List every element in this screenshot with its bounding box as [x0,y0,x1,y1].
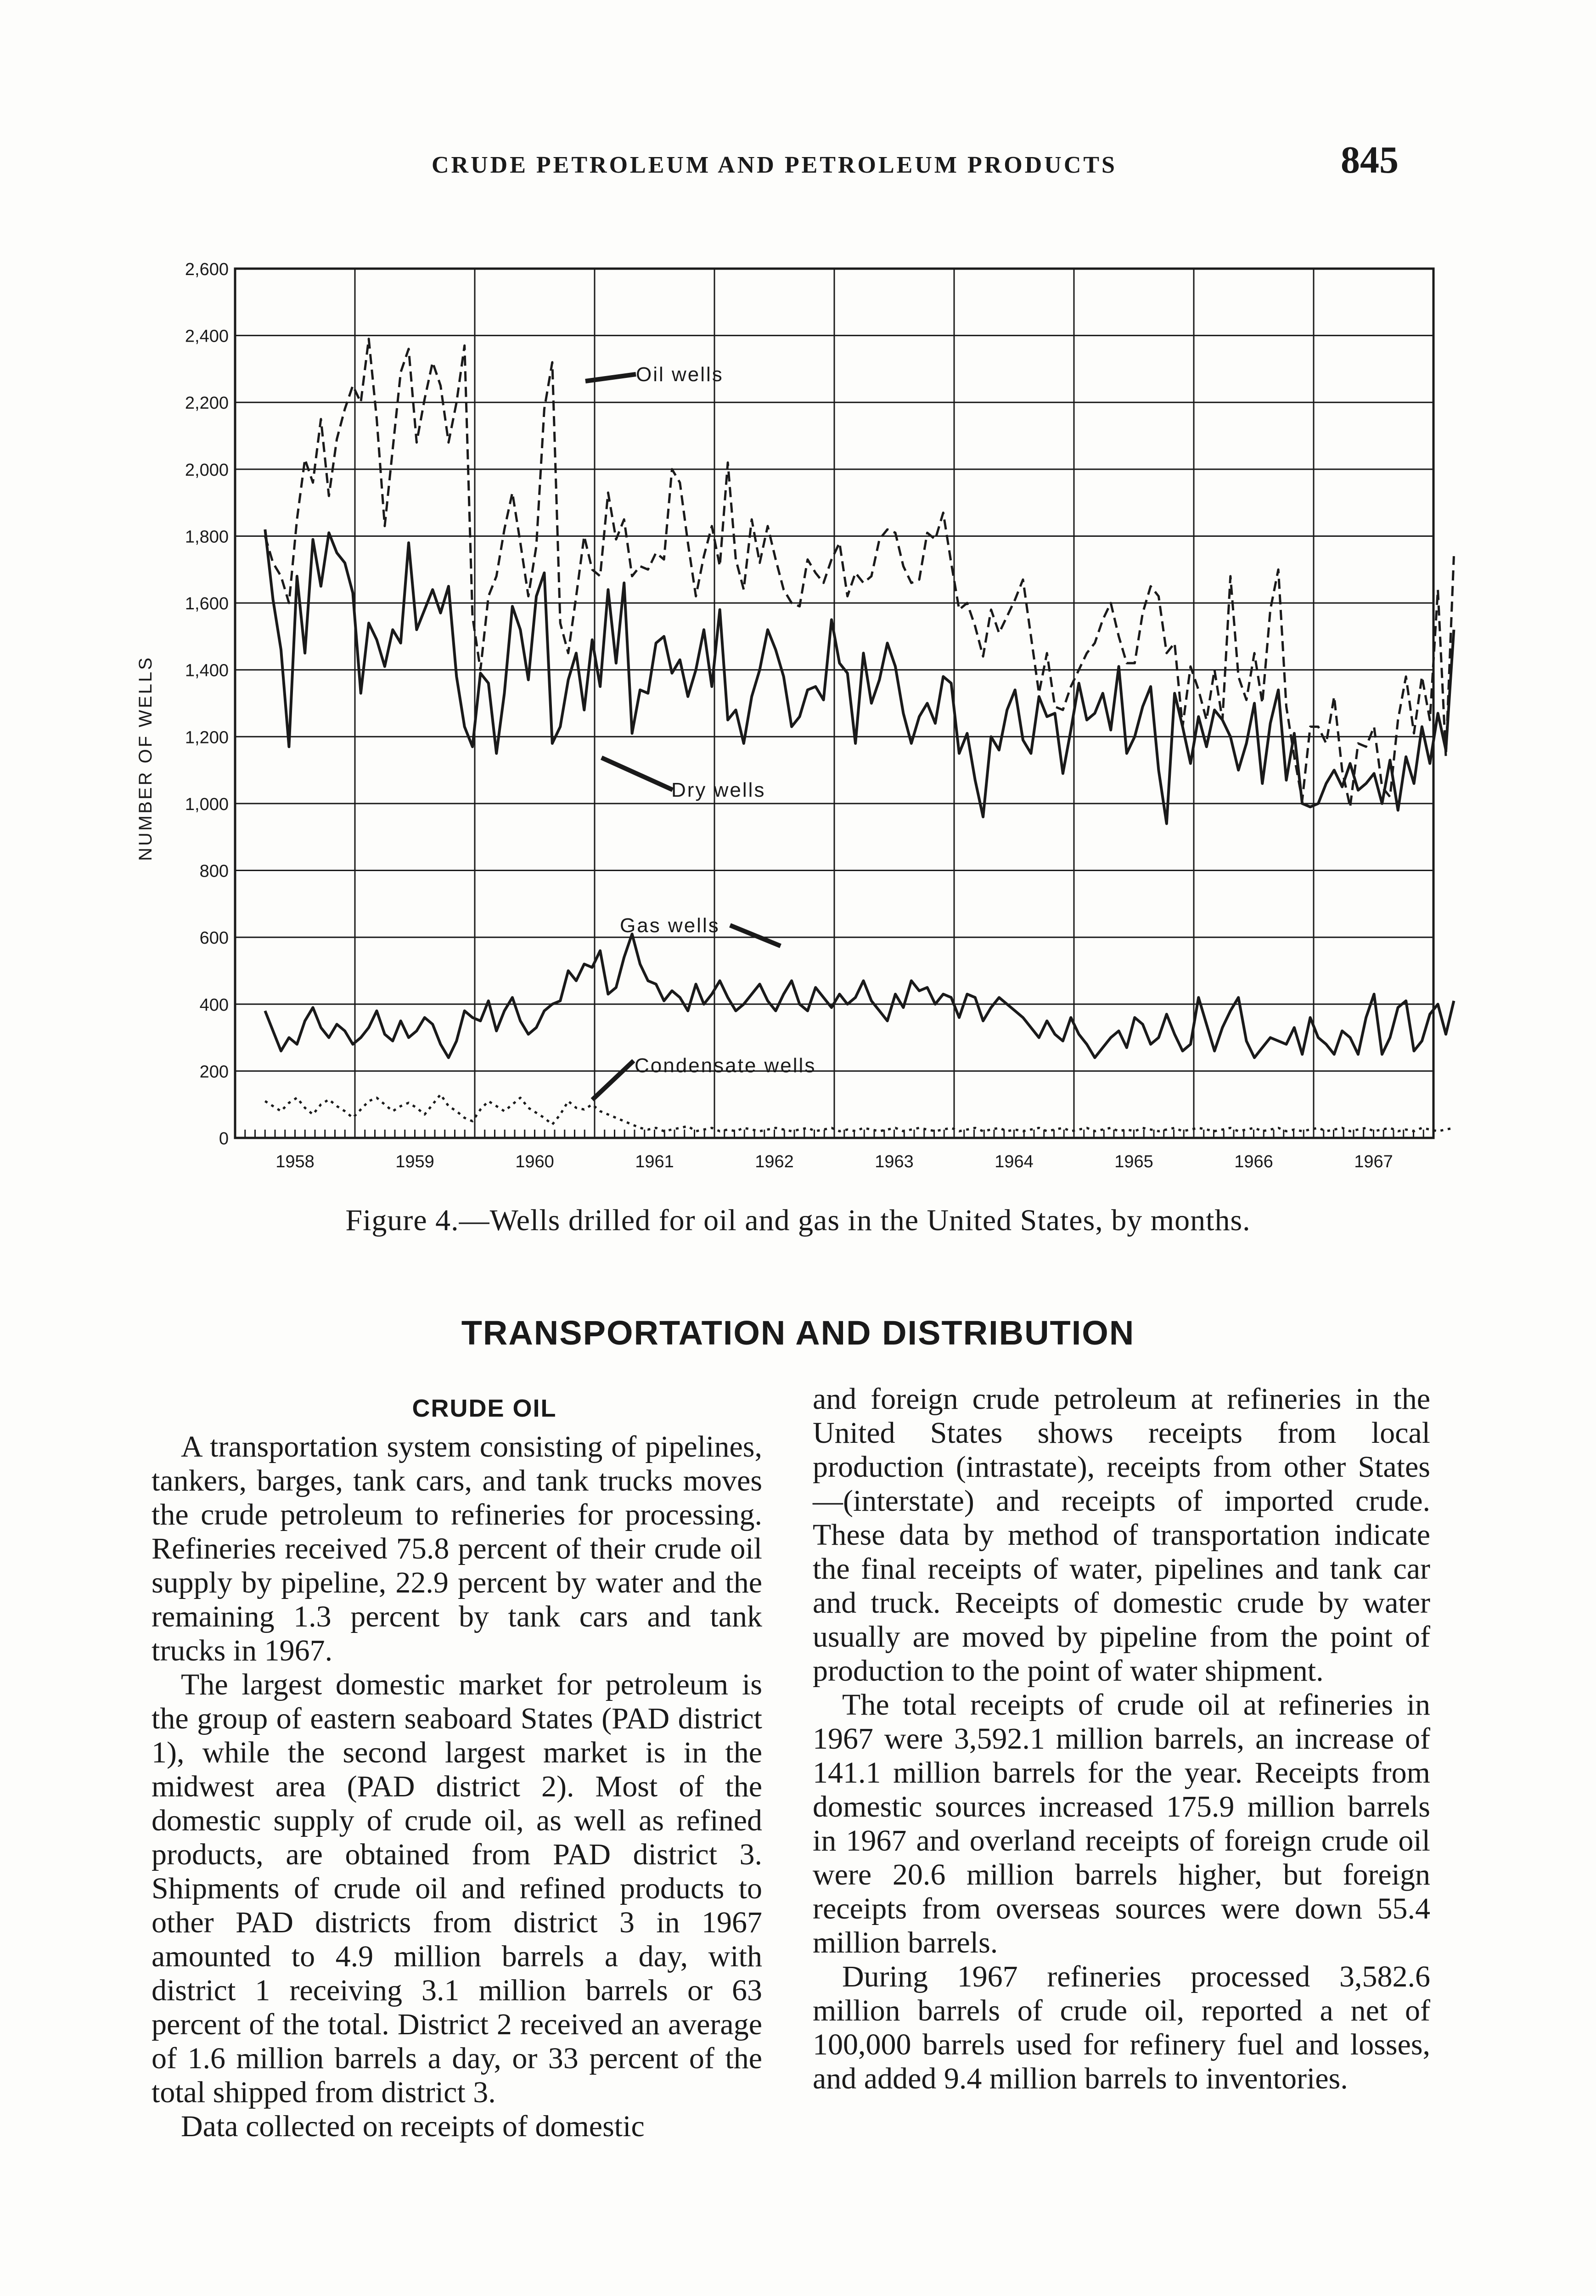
x-tick-label: 1958 [275,1152,315,1171]
y-tick-label: 200 [199,1062,229,1082]
y-tick-label: 1,000 [185,794,229,814]
x-tick-label: 1964 [995,1152,1034,1171]
series-line-gas-wells [265,934,1454,1058]
oil-wells-leader [585,374,636,381]
y-axis-label: NUMBER OF WELLS [135,656,156,861]
x-tick-label: 1965 [1114,1152,1153,1171]
dry-wells-annotation: Dry wells [671,779,766,801]
condensate-wells-annotation: Condensate wells [635,1054,816,1077]
y-tick-label: 2,600 [185,260,229,279]
chart-annotations [585,363,816,1100]
y-tick-label: 1,200 [185,728,229,748]
y-tick-label: 1,600 [185,594,229,614]
gas-wells-leader [730,925,781,946]
y-tick-label: 2,200 [185,394,229,413]
x-tick-label: 1960 [515,1152,554,1171]
paragraph: The total receipts of crude oil at refineries in 1967 were 3,592.1 million barrels, an increase of 141.1 million barrels for the year. Receipts from domestic sources increased 175.9 million barrels in 1967 and overland receipts of foreign crude oil were 20.6 million barrels higher, but foreign receipts from overseas sources were down 55.4 million barrels. [813,1688,1430,1959]
x-tick-label: 1966 [1234,1152,1273,1171]
paragraph: and foreign crude petroleum at refineries in the United States shows receipts from local production (intrastate), receipts from other States—(interstate) and receipts of imported crude. These data by method of transportation indicate the final receipts of water, pipelines and tank car and truck. Receipts of domestic crude by water usually are moved by pipeline from the point of production to the point of water shipment. [813,1382,1430,1688]
page-number: 845 [1341,139,1399,181]
x-tick-label: 1967 [1354,1152,1393,1171]
running-head: CRUDE PETROLEUM AND PETROLEUM PRODUCTS [432,152,1117,178]
y-tick-label: 400 [199,995,229,1015]
x-tick-label: 1959 [395,1152,434,1171]
series-line-condensate-wells [265,1094,1454,1131]
y-tick-label: 600 [199,929,229,948]
gas-wells-annotation: Gas wells [620,914,720,937]
paragraph: Data collected on receipts of domestic [181,2110,645,2143]
y-tick-label: 0 [219,1129,229,1148]
y-tick-label: 2,400 [185,326,229,346]
condensate-wells-leader [592,1061,634,1100]
right-column [813,1382,1430,2096]
left-column [152,1391,762,2144]
y-tick-label: 1,400 [185,661,229,681]
oil-wells-annotation: Oil wells [636,363,724,386]
chart-series [265,339,1454,1131]
figure-caption: Figure 4.—Wells drilled for oil and gas in the United States, by months. [345,1204,1251,1237]
x-tick-label: 1961 [635,1152,674,1171]
y-tick-label: 2,000 [185,460,229,480]
section-title: TRANSPORTATION AND DISTRIBUTION [461,1314,1135,1352]
series-line-dry-wells [265,529,1454,824]
subsection-heading: CRUDE OIL [412,1395,557,1422]
x-tick-label: 1962 [755,1152,794,1171]
paragraph: A transportation system consisting of pipelines, tankers, barges, tank cars, and tank trucks moves the crude petroleum to refineries for processing. Refineries received 75.8 percent of their crude oil supply by pipeline, 22.9 percent by water and the remaining 1.3 percent by tank cars and tank trucks in 1967. [152,1430,762,1667]
dry-wells-leader [601,758,673,790]
x-tick-label: 1963 [875,1152,914,1171]
paragraph: The largest domestic market for petroleum is the group of eastern seaboard States (PAD district 1), while the second largest market is in the midwest area (PAD district 2). Most of the domestic supply of crude oil, as well as refined products, are obtained from PAD district 3. Shipments of crude oil and refined products to other PAD districts from district 3 in 1967 amounted to 4.9 million barrels a day, with district 1 receiving 3.1 million barrels or 63 percent of the total. District 2 received an average of 1.6 million barrels a day, or 33 percent of the total shipped from district 3. [152,1668,762,2109]
y-tick-label: 800 [199,861,229,881]
y-tick-label: 1,800 [185,527,229,547]
paragraph: During 1967 refineries processed 3,582.6 million barrels of crude oil, reported a net of 100,000 barrels used for refinery fuel and losses, and added 9.4 million barrels to inventories. [813,1960,1430,2095]
